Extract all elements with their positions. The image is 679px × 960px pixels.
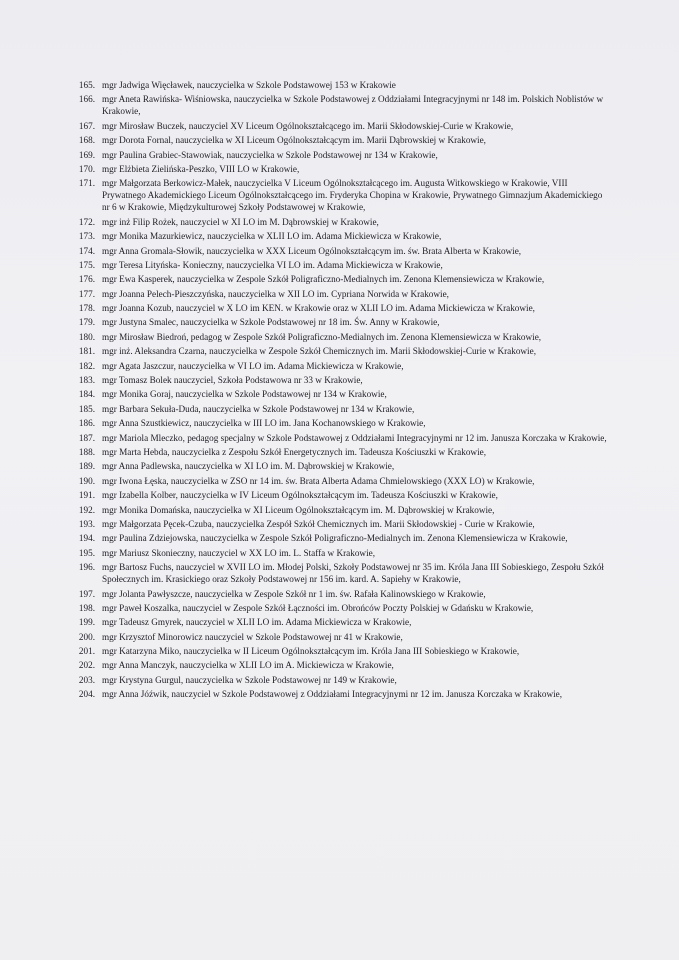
- entry-number: 188.: [78, 446, 95, 457]
- entry-text: mgr Mariusz Skonieczny, nauczyciel w XX LO im. L. Staffa w Krakowie,: [102, 547, 375, 558]
- list-item: [70, 374, 610, 386]
- list-item: [70, 149, 610, 161]
- entry-number: 169.: [78, 149, 95, 160]
- entry-number: 197.: [78, 588, 95, 599]
- list-item: [70, 588, 610, 600]
- entry-text: mgr Monika Goraj, nauczycielka w Szkole Podstawowej nr 134 w Krakowie,: [102, 389, 387, 400]
- list-item: [70, 331, 610, 343]
- list-item: [70, 532, 610, 544]
- entry-text: mgr Jolanta Pawłyszcze, nauczycielka w Zespole Szkół nr 1 im. św. Rafała Kalinowskiego w Krakowie,: [102, 588, 486, 599]
- entry-text: mgr inż Filip Rożek, nauczyciel w XI LO im M. Dąbrowskiej w Krakowie,: [102, 216, 379, 227]
- entry-text: mgr Joanna Kozub, nauczyciel w X LO im KEN. w Krakowie oraz w XLII LO im. Adama Mickiewicza w Krakowie,: [102, 303, 535, 314]
- list-item: [70, 432, 610, 444]
- entry-number: 168.: [78, 135, 95, 146]
- list-item: [70, 475, 610, 487]
- entry-text: mgr Monika Domańska, nauczycielka w XI Liceum Ogólnokształcącym im. M. Dąbrowskiej w Krakowie,: [102, 504, 495, 515]
- list-item: [70, 345, 610, 357]
- entry-number: 200.: [78, 631, 95, 642]
- list-item: [70, 631, 610, 643]
- entry-text: mgr Anna Manczyk, nauczycielka w XLII LO im A. Mickiewicza w Krakowie,: [102, 660, 394, 671]
- list-item: [70, 177, 610, 213]
- entry-text: mgr Bartosz Fuchs, nauczyciel w XVII LO im. Młodej Polski, Szkoły Podstawowej nr 35 im. Króla Jana III Sobieskiego, Zespołu Szkół Społecznych im. Krasickiego oraz Szkoły Podstawowej nr 156 im. kard. A. Sapiehy w Krakowie,: [102, 562, 604, 585]
- entry-number: 166.: [78, 94, 95, 105]
- entry-number: 165.: [78, 80, 95, 90]
- entry-number: 175.: [78, 259, 95, 270]
- entry-text: mgr Agata Jaszczur, nauczycielka w VI LO im. Adama Mickiewicza w Krakowie,: [102, 360, 404, 371]
- entry-text: mgr Jadwiga Więcławek, nauczycielka w Szkole Podstawowej 153 w Krakowie: [102, 80, 396, 90]
- entry-text: mgr Iwona Łęska, nauczycielka w ZSO nr 14 im. św. Brata Alberta Adama Chmielowskiego (XXX LO) w Krakowie,: [102, 475, 535, 486]
- entry-number: 189.: [78, 461, 95, 472]
- entry-text: mgr Mirosław Buczek, nauczyciel XV Liceum Ogólnokształcącego im. Marii Skłodowskiej-Curie w Krakowie,: [102, 120, 514, 131]
- list-item: [70, 245, 610, 257]
- entry-number: 167.: [78, 120, 95, 131]
- list-item: [70, 360, 610, 372]
- entry-number: 170.: [78, 163, 95, 174]
- list-item: [70, 547, 610, 559]
- entry-number: 183.: [78, 375, 95, 386]
- entry-number: 176.: [78, 274, 95, 285]
- entry-text: mgr Katarzyna Miko, nauczycielka w II Liceum Ogólnokształcącym im. Króla Jana III Sobieskiego w Krakowie,: [102, 646, 520, 657]
- list-item: [70, 417, 610, 429]
- entry-text: mgr Marta Hebda, nauczycielka z Zespołu Szkół Energetycznych im. Tadeusza Kościuszki w Krakowie,: [102, 446, 486, 457]
- entry-number: 201.: [78, 646, 95, 657]
- entry-number: 193.: [78, 518, 95, 529]
- entry-number: 199.: [78, 617, 95, 628]
- list-item: [70, 504, 610, 516]
- entry-number: 202.: [78, 660, 95, 671]
- entry-text: mgr Krzysztof Minorowicz nauczyciel w Szkole Podstawowej nr 41 w Krakowie,: [102, 631, 403, 642]
- list-item: [70, 489, 610, 501]
- entry-text: mgr Małgorzata Pęcek-Czuba, nauczycielka Zespół Szkół Chemicznych im. Marii Skłodowskiej - Curie w Krakowie,: [102, 518, 535, 529]
- list-item: [70, 446, 610, 458]
- entry-text: mgr Tomasz Bolek nauczyciel, Szkoła Podstawowa nr 33 w Krakowie,: [102, 375, 363, 386]
- entry-number: 187.: [78, 432, 95, 443]
- list-item: [70, 688, 610, 700]
- entry-text: mgr Krystyna Gurgul, nauczycielka w Szkole Podstawowej nr 149 w Krakowie,: [102, 674, 397, 685]
- entry-text: mgr Anna Padlewska, nauczycielka w XI LO im. M. Dąbrowskiej w Krakowie,: [102, 461, 395, 472]
- list-item: [70, 388, 610, 400]
- list-item: [70, 616, 610, 628]
- entry-text: mgr Izabella Kolber, nauczycielka w IV Liceum Ogólnokształcącym im. Tadeusza Kościuszki w Krakowie,: [102, 490, 498, 501]
- entry-text: mgr Anna Gromala-Słowik, nauczycielka w XXX Liceum Ogólnokształcącym im. św. Brata Alberta w Krakowie,: [102, 245, 522, 256]
- entry-number: 174.: [78, 245, 95, 256]
- list-item: [70, 288, 610, 300]
- entry-text: mgr Paulina Zdziejowska, nauczycielka w Zespole Szkół Poligraficzno-Medialnych im. Zenona Klemensiewicza w Krakowie,: [102, 533, 568, 544]
- entry-number: 179.: [78, 317, 95, 328]
- list-item: [70, 316, 610, 328]
- entry-text: mgr Dorota Fornal, nauczycielka w XI Liceum Ogólnokształcącym im. Marii Dąbrowskiej w Krakowie,: [102, 135, 486, 146]
- entry-number: 191.: [78, 490, 95, 501]
- entry-text: mgr Anna Jóźwik, nauczyciel w Szkole Podstawowej z Oddziałami Integracyjnymi nr 12 im. Janusza Korczaka w Krakowie,: [102, 689, 563, 700]
- entry-text: mgr Anna Szustkiewicz, nauczycielka w III LO im. Jana Kochanowskiego w Krakowie,: [102, 418, 426, 429]
- list-item: [70, 79, 610, 91]
- entry-number: 181.: [78, 346, 95, 357]
- list-item: [70, 134, 610, 146]
- entry-text: mgr Barbara Sekuła-Duda, nauczycielka w Szkole Podstawowej nr 134 w Krakowie,: [102, 403, 415, 414]
- list-item: [70, 163, 610, 175]
- entry-text: mgr Mariola Mleczko, pedagog specjalny w Szkole Podstawowej z Oddziałami Integracyjnymi nr 12 im. Janusza Korczaka w Krakowie,: [102, 432, 607, 443]
- entry-text: mgr Joanna Pelech-Pieszczyńska, nauczycielka w XII LO im. Cypriana Norwida w Krakowie,: [102, 288, 449, 299]
- entry-number: 186.: [78, 418, 95, 429]
- entry-number: 172.: [78, 216, 95, 227]
- list-item: [70, 120, 610, 132]
- entry-number: 195.: [78, 547, 95, 558]
- entry-text: mgr Małgorzata Berkowicz-Małek, nauczycielka V Liceum Ogólnokształcącego im. Augusta Witkowskiego w Krakowie, VIII Prywatnego Akademickiego Liceum Ogólnokształcącego im. Fryderyka Chopina w Krakowie, Prywatnego Gimnazjum Akademickiego nr 6 w Krakowie, Międzykulturowej Szkoły Podstawowej w Krakowie,: [102, 178, 603, 213]
- entry-text: mgr Tadeusz Gmyrek, nauczyciel w XLII LO im. Adama Mickiewicza w Krakowie,: [102, 617, 412, 628]
- entry-text: mgr Ewa Kasperek, nauczycielka w Zespole Szkół Poligraficzno-Medialnych im. Zenona Klemensiewicza w Krakowie,: [102, 274, 545, 285]
- entry-number: 177.: [78, 288, 95, 299]
- entry-number: 180.: [78, 331, 95, 342]
- entry-number: 178.: [78, 303, 95, 314]
- list-item: [70, 645, 610, 657]
- entry-number: 182.: [78, 360, 95, 371]
- list-item: [70, 602, 610, 614]
- list-item: [70, 460, 610, 472]
- entry-text: mgr Aneta Rawińska- Wiśniowska, nauczycielka w Szkole Podstawowej z Oddziałami Integracyjnymi nr 148 im. Polskich Noblistów w Krakowie,: [102, 94, 604, 117]
- entry-number: 192.: [78, 504, 95, 515]
- entry-number: 196.: [78, 562, 95, 573]
- list-item: [70, 674, 610, 686]
- entry-number: 173.: [78, 231, 95, 242]
- entry-text: mgr Monika Mazurkiewicz, nauczycielka w XLII LO im. Adama Mickiewicza w Krakowie,: [102, 231, 442, 242]
- list-item: [70, 659, 610, 671]
- list-item: [70, 273, 610, 285]
- entry-text: mgr Paweł Koszalka, nauczyciel w Zespole Szkół Łączności im. Obrońców Poczty Polskiej w Gdańsku w Krakowie,: [102, 602, 534, 613]
- entry-text: mgr Paulina Grabiec-Stawowiak, nauczycielka w Szkole Podstawowej nr 134 w Krakowie,: [102, 149, 438, 160]
- list-item: [70, 302, 610, 314]
- list-item: [70, 230, 610, 242]
- entry-text: mgr Justyna Smalec, nauczycielka w Szkole Podstawowej nr 18 im. Św. Anny w Krakowie,: [102, 317, 440, 328]
- list-item: [70, 561, 610, 585]
- entry-text: mgr Mirosław Biedroń, pedagog w Zespole Szkół Poligraficzno-Medialnych im. Zenona Klemensiewicza w Krakowie,: [102, 331, 542, 342]
- list-item: [70, 403, 610, 415]
- entry-text: mgr Elżbieta Zielińska-Peszko, VIII LO w Krakowie,: [102, 163, 300, 174]
- entry-number: 194.: [78, 533, 95, 544]
- entry-number: 185.: [78, 403, 95, 414]
- signatory-list: [70, 79, 610, 703]
- entry-number: 171.: [78, 178, 95, 189]
- entry-number: 198.: [78, 602, 95, 613]
- list-item: [70, 518, 610, 530]
- list-item: [70, 216, 610, 228]
- entry-text: mgr inż. Aleksandra Czarna, nauczycielka w Zespole Szkół Chemicznych im. Marii Skłodowskiej-Curie w Krakowie,: [102, 346, 536, 357]
- list-item: [70, 93, 610, 117]
- entry-number: 184.: [78, 389, 95, 400]
- entry-number: 204.: [78, 689, 95, 700]
- entry-text: mgr Teresa Lityńska- Konieczny, nauczycielka VI LO im. Adama Mickiewicza w Krakowie,: [102, 259, 443, 270]
- entry-number: 190.: [78, 475, 95, 486]
- list-item: [70, 259, 610, 271]
- entry-number: 203.: [78, 674, 95, 685]
